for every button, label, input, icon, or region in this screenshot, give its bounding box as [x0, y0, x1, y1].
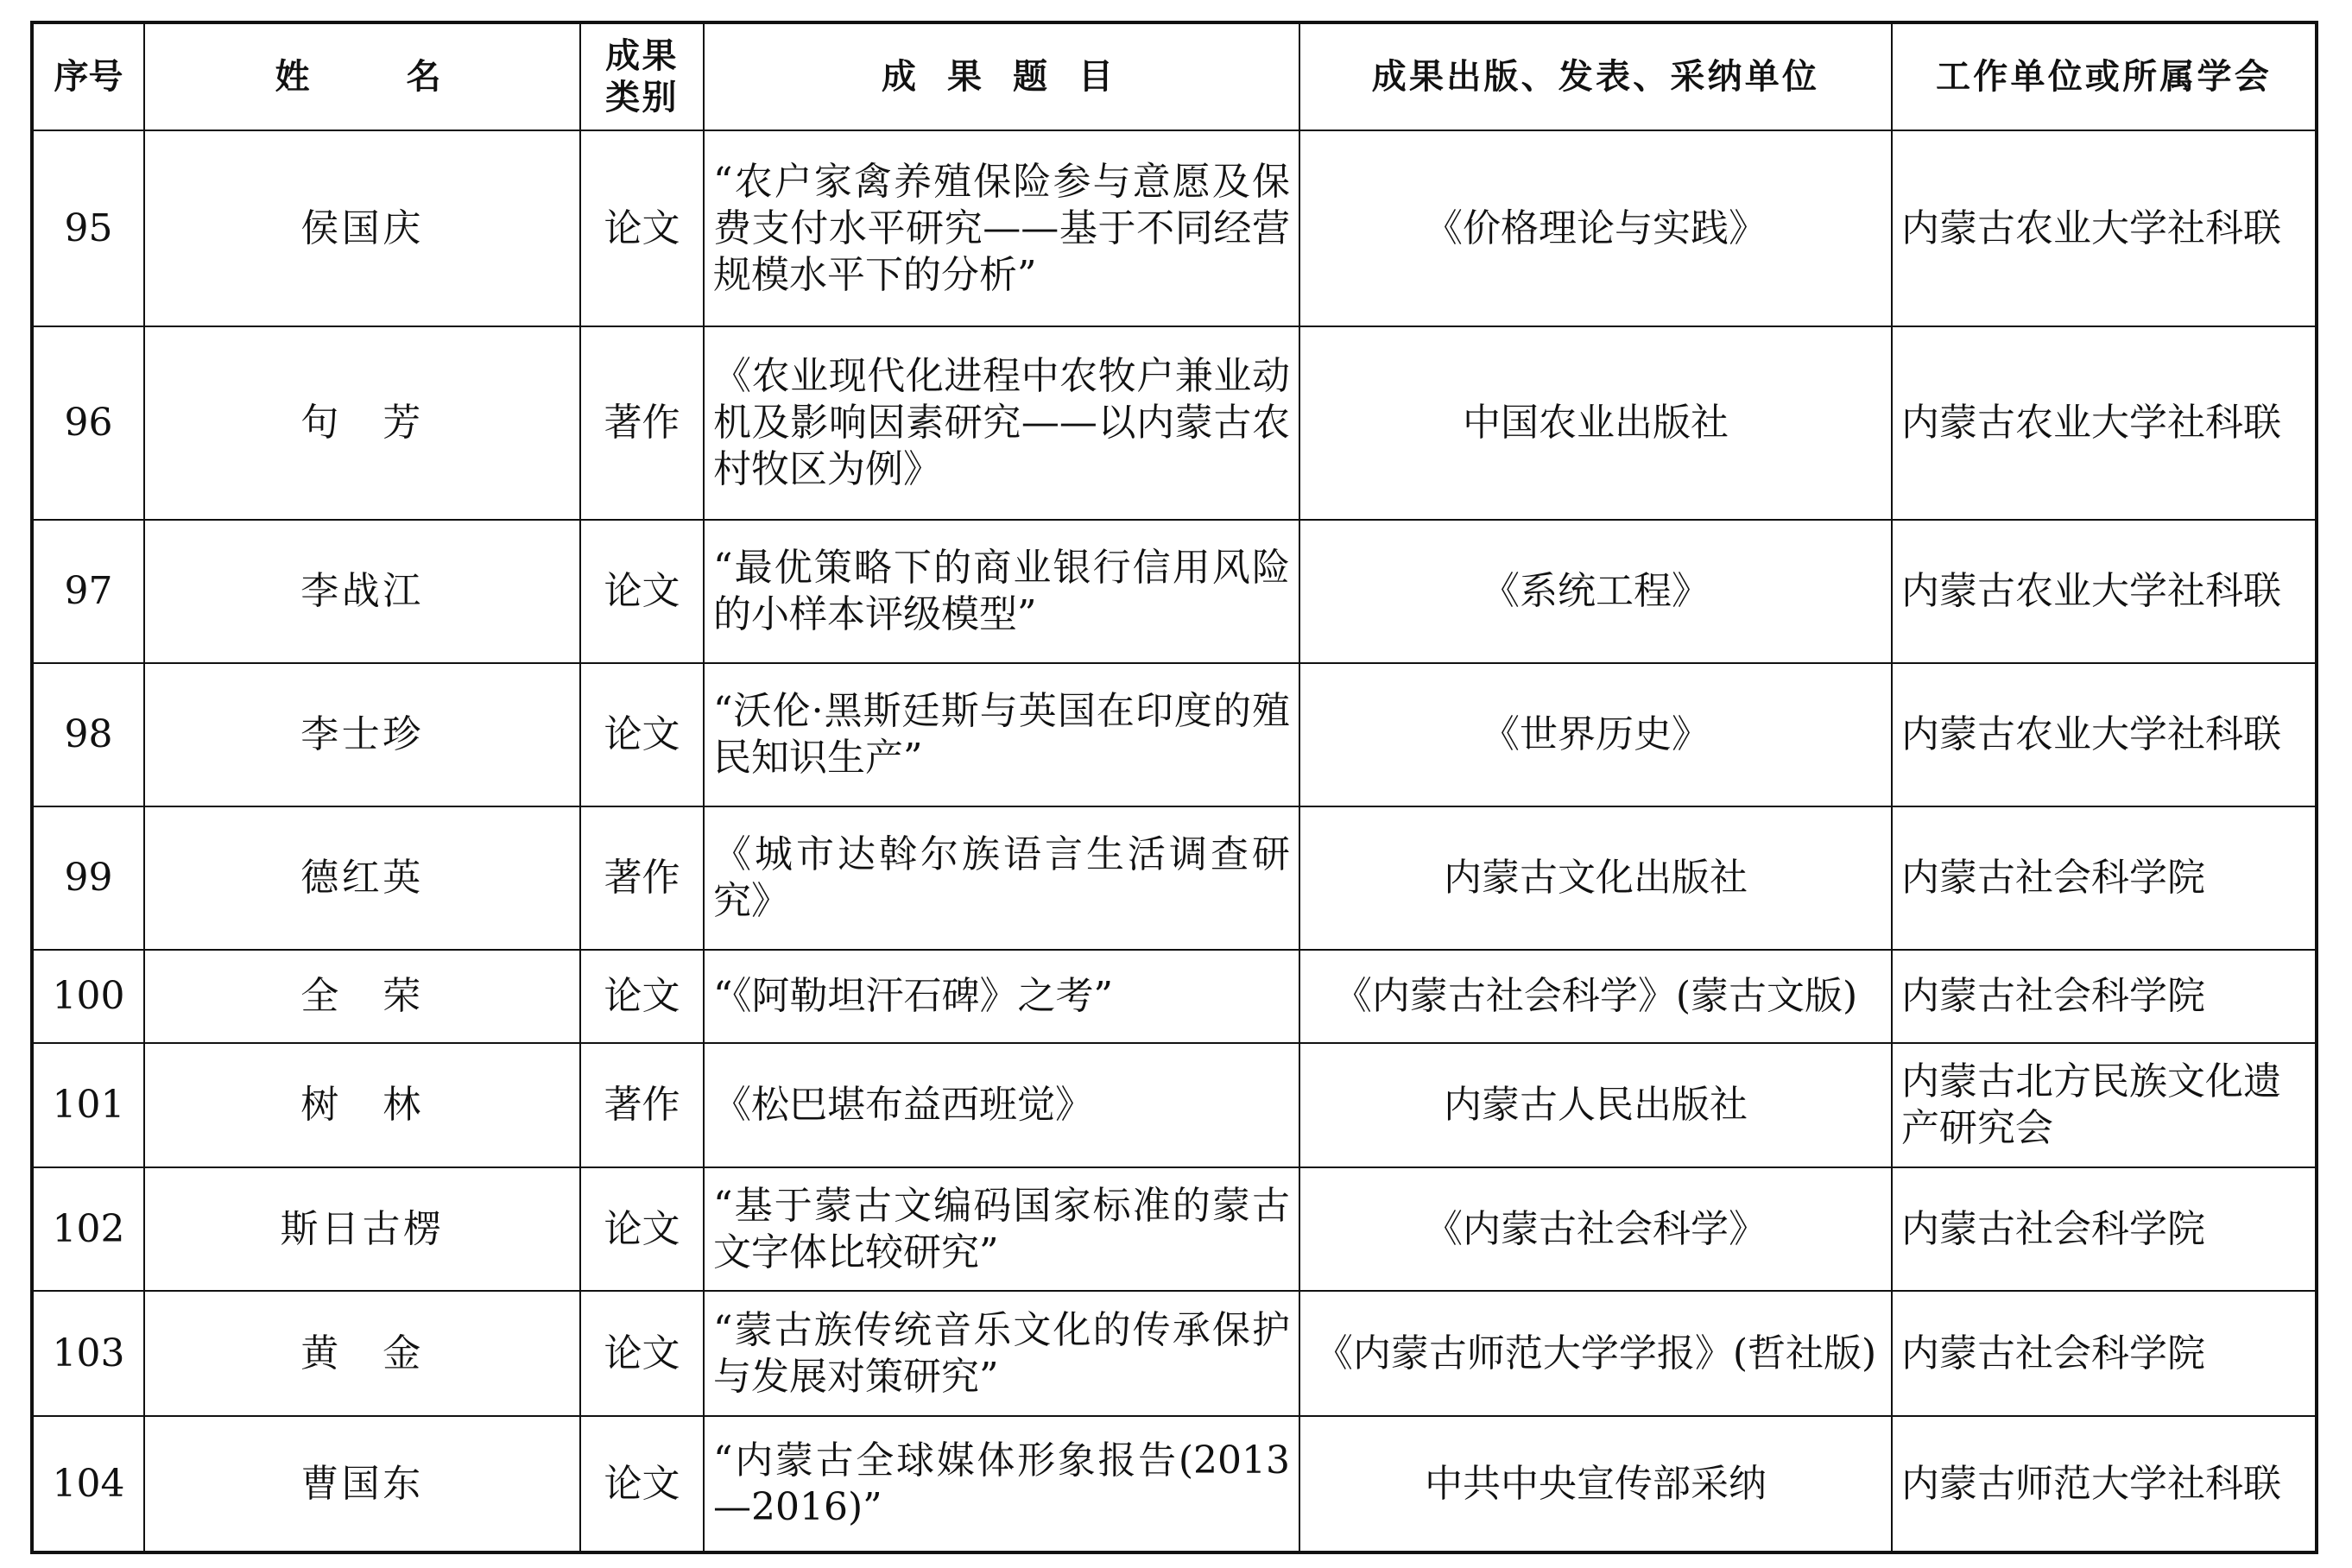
cell-publisher: 《内蒙古社会科学》(蒙古文版) [1299, 950, 1892, 1043]
table-row [32, 130, 2317, 326]
cell-publisher: 《内蒙古社会科学》 [1299, 1167, 1892, 1291]
table-row [32, 806, 2317, 950]
cell-title: 《农业现代化进程中农牧户兼业动机及影响因素研究——以内蒙古农村牧区为例》 [704, 326, 1299, 520]
cell-publisher: 内蒙古人民出版社 [1299, 1043, 1892, 1167]
table-row [32, 520, 2317, 663]
cell-publisher: 《内蒙古师范大学学报》(哲社版) [1299, 1291, 1892, 1416]
cell-publisher: 中国农业出版社 [1299, 326, 1892, 520]
cell-title: “沃伦·黑斯廷斯与英国在印度的殖民知识生产” [704, 663, 1299, 806]
cell-title: “基于蒙古文编码国家标准的蒙古文字体比较研究” [704, 1167, 1299, 1291]
cell-seq: 100 [32, 950, 144, 1043]
cell-seq: 96 [32, 326, 144, 520]
cell-name: 侯国庆 [144, 130, 580, 326]
cell-name: 树 林 [144, 1043, 580, 1167]
cell-title: 《城市达斡尔族语言生活调查研究》 [704, 806, 1299, 950]
cell-publisher: 《系统工程》 [1299, 520, 1892, 663]
table-row [32, 663, 2317, 806]
cell-publisher: 内蒙古文化出版社 [1299, 806, 1892, 950]
cell-unit: 内蒙古社会科学院 [1892, 1291, 2317, 1416]
header-title: 成果题目 [704, 22, 1299, 130]
table-row [32, 1043, 2317, 1167]
table-row [32, 1416, 2317, 1552]
cell-seq: 97 [32, 520, 144, 663]
header-publisher: 成果出版、发表、采纳单位 [1299, 22, 1892, 130]
awards-table [30, 21, 2318, 1554]
header-type: 成果类别 [580, 22, 704, 130]
cell-publisher: 《世界历史》 [1299, 663, 1892, 806]
cell-name: 斯日古楞 [144, 1167, 580, 1291]
cell-unit: 内蒙古农业大学社科联 [1892, 663, 2317, 806]
cell-type: 论文 [580, 1416, 704, 1552]
cell-name: 句 芳 [144, 326, 580, 520]
table-row [32, 950, 2317, 1043]
cell-publisher: 中共中央宣传部采纳 [1299, 1416, 1892, 1552]
header-name: 姓 名 [144, 22, 580, 130]
cell-name: 全 荣 [144, 950, 580, 1043]
cell-seq: 95 [32, 130, 144, 326]
cell-type: 著作 [580, 1043, 704, 1167]
cell-title: “内蒙古全球媒体形象报告(2013—2016)” [704, 1416, 1299, 1552]
cell-type: 论文 [580, 1291, 704, 1416]
table-row [32, 1167, 2317, 1291]
cell-publisher: 《价格理论与实践》 [1299, 130, 1892, 326]
cell-title: 《松巴堪布益西班觉》 [704, 1043, 1299, 1167]
cell-unit: 内蒙古社会科学院 [1892, 950, 2317, 1043]
header-unit: 工作单位或所属学会 [1892, 22, 2317, 130]
cell-seq: 101 [32, 1043, 144, 1167]
cell-seq: 102 [32, 1167, 144, 1291]
cell-unit: 内蒙古北方民族文化遗产研究会 [1892, 1043, 2317, 1167]
cell-name: 李士珍 [144, 663, 580, 806]
cell-title: “蒙古族传统音乐文化的传承保护与发展对策研究” [704, 1291, 1299, 1416]
cell-type: 论文 [580, 1167, 704, 1291]
cell-seq: 104 [32, 1416, 144, 1552]
cell-title: “《阿勒坦汗石碑》之考” [704, 950, 1299, 1043]
cell-type: 著作 [580, 326, 704, 520]
cell-type: 论文 [580, 130, 704, 326]
cell-unit: 内蒙古社会科学院 [1892, 806, 2317, 950]
cell-name: 黄 金 [144, 1291, 580, 1416]
cell-type: 著作 [580, 806, 704, 950]
table-row [32, 326, 2317, 520]
header-row [32, 22, 2317, 130]
cell-unit: 内蒙古农业大学社科联 [1892, 520, 2317, 663]
cell-name: 李战江 [144, 520, 580, 663]
cell-unit: 内蒙古师范大学社科联 [1892, 1416, 2317, 1552]
cell-seq: 99 [32, 806, 144, 950]
cell-unit: 内蒙古社会科学院 [1892, 1167, 2317, 1291]
cell-type: 论文 [580, 520, 704, 663]
table-row [32, 1291, 2317, 1416]
cell-name: 德红英 [144, 806, 580, 950]
cell-name: 曹国东 [144, 1416, 580, 1552]
header-seq: 序号 [32, 22, 144, 130]
cell-seq: 98 [32, 663, 144, 806]
cell-title: “农户家禽养殖保险参与意愿及保费支付水平研究——基于不同经营规模水平下的分析” [704, 130, 1299, 326]
cell-unit: 内蒙古农业大学社科联 [1892, 130, 2317, 326]
cell-seq: 103 [32, 1291, 144, 1416]
cell-title: “最优策略下的商业银行信用风险的小样本评级模型” [704, 520, 1299, 663]
cell-type: 论文 [580, 950, 704, 1043]
cell-type: 论文 [580, 663, 704, 806]
cell-unit: 内蒙古农业大学社科联 [1892, 326, 2317, 520]
